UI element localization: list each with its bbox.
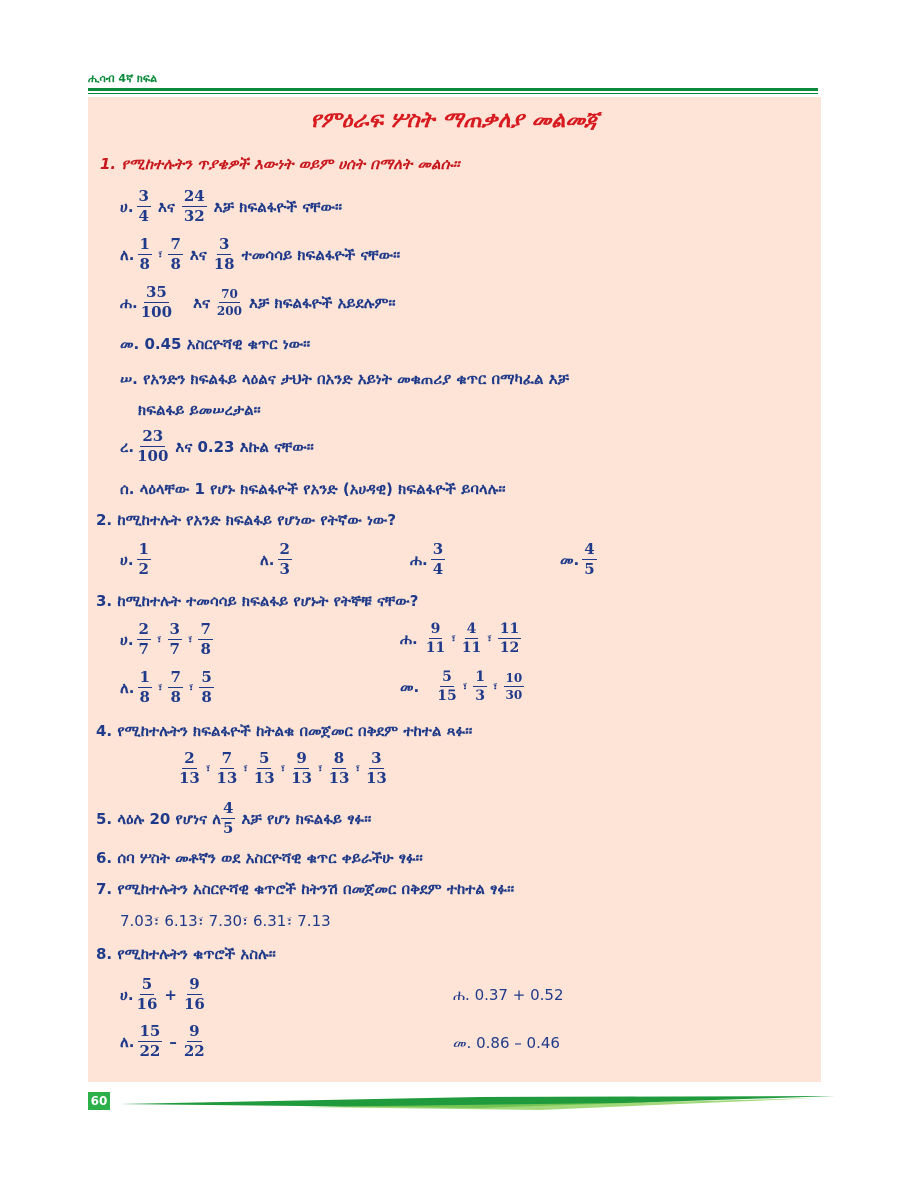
q3-option-a: [120, 622, 216, 657]
question-8-heading: 8. የሚከተሉትን ቁጥሮች አስሉ፡፡: [96, 945, 276, 963]
fraction: $\frac{3}{7}$: [169, 620, 180, 658]
fraction: $\frac{9}{22}$: [183, 1022, 205, 1060]
item-letter: መ.: [560, 550, 580, 569]
operator: –: [169, 1032, 177, 1051]
fraction: $\frac{1}{2}$: [138, 540, 149, 578]
item-letter: ለ.: [120, 678, 135, 697]
question-7-heading: 7. የሚከተሉትን አስርዮሻዊ ቁጥሮች ከትንሽ በመጀመር በቅደም ተከተል ፃፉ፡፡: [96, 880, 515, 898]
header-rule-thin: [88, 93, 818, 94]
q8-item-b: [120, 1024, 208, 1059]
separator: ፣: [451, 631, 456, 645]
separator: ፣: [280, 761, 286, 775]
fraction: $\frac{7}{8}$: [170, 668, 181, 706]
q1-item-f: [120, 429, 318, 464]
fraction: $\frac{9}{16}$: [184, 975, 205, 1013]
fraction: $\frac{7}{8}$: [200, 620, 211, 658]
fraction: $\frac{1}{3}$: [475, 669, 486, 704]
fraction: $\frac{5}{13}$: [253, 749, 275, 787]
item-letter: ለ.: [120, 245, 135, 264]
item-letter: ሐ.: [400, 629, 418, 648]
fraction: $\frac{2}{7}$: [138, 620, 149, 658]
fraction: $\frac{9}{13}$: [291, 749, 313, 787]
separator: ፣: [187, 632, 193, 646]
fraction: $\frac{5}{15}$: [437, 669, 457, 704]
separator: ፣: [318, 761, 323, 775]
fraction: $\frac{15}{22}$: [139, 1022, 161, 1060]
fraction: $\frac{5}{16}$: [136, 975, 158, 1013]
q3-option-d: [400, 670, 527, 703]
fraction: $\frac{3}{4}$: [432, 540, 444, 578]
q2-option-d: [560, 542, 600, 577]
question-3-heading: 3. ከሚከተሉት ተመሳሳይ ክፍልፋይ የሆኑት የትኞቹ ናቸው?: [96, 592, 419, 610]
q3-option-b: [120, 670, 217, 705]
fraction: $\frac{23}{100}$: [137, 427, 169, 465]
conjunction: እና: [157, 197, 175, 216]
header-label: ሒሳብ 4ኛ ክፍል: [88, 72, 158, 85]
item-text: እቻ ክፍልፋዮች ናቸው፡፡: [213, 197, 343, 216]
separator: ፣: [493, 679, 498, 693]
fraction: $\frac{4}{5}$: [223, 799, 234, 837]
separator: ፣: [157, 680, 163, 694]
fraction: $\frac{1}{8}$: [139, 235, 150, 273]
fraction: $\frac{3}{4}$: [138, 187, 149, 225]
footer-swoosh: [120, 1094, 840, 1114]
fraction: $\frac{3}{18}$: [213, 235, 235, 273]
q3-option-c: [400, 622, 524, 655]
q2-option-a: [120, 542, 154, 577]
question-text: እቻ የሆነ ክፍልፋይ ፃፉ፡፡: [241, 809, 372, 828]
item-letter: ሐ.: [410, 550, 428, 569]
separator: ፣: [355, 761, 360, 775]
item-text: እና 0.23 እኩል ናቸው፡፡: [175, 437, 314, 456]
q8-item-a: [120, 977, 208, 1012]
item-letter: ሀ.: [120, 630, 134, 649]
fraction: $\frac{11}{12}$: [499, 621, 520, 656]
separator: ፣: [205, 761, 211, 775]
item-letter: መ.: [400, 677, 420, 696]
q1-item-c: [120, 285, 400, 320]
fraction: $\frac{24}{32}$: [183, 187, 205, 225]
separator: ፣: [156, 632, 162, 646]
q1-item-g: ሰ. ላዕላቸው 1 የሆኑ ክፍልፋዮች የአንድ (አሀዳዊ) ክፍልፋዮች ይባላሉ፡፡: [120, 480, 506, 498]
q1-item-e-line2: ክፍልፋይ ይመሠረታል፡፡: [138, 401, 261, 419]
item-letter: ሀ.: [120, 197, 134, 216]
fraction: $\frac{8}{13}$: [328, 749, 350, 787]
q7-values: 7.03፣ 6.13፣ 7.30፣ 6.31፣ 7.13: [120, 912, 331, 930]
item-letter: ለ.: [120, 1032, 135, 1051]
item-letter: ረ.: [120, 437, 135, 456]
item-text: ተመሳሳይ ክፍልፋዮች ናቸው፡፡: [241, 245, 401, 264]
conjunction: እና: [193, 293, 210, 312]
fraction: $\frac{10}{30}$: [505, 671, 523, 702]
fraction: $\frac{7}{8}$: [170, 235, 181, 273]
question-text: 5. ላዕሉ 20 የሆነና ለ: [96, 809, 222, 828]
separator: ፣: [243, 761, 248, 775]
question-5: [96, 801, 375, 836]
separator: ፣: [462, 679, 468, 693]
operator: +: [164, 985, 177, 1004]
fraction: $\frac{2}{3}$: [279, 540, 290, 578]
q1-item-d: መ. 0.45 አስርዮሻዊ ቁጥር ነው፡፡: [120, 335, 311, 353]
page-number: 60: [88, 1092, 110, 1110]
fraction: $\frac{4}{5}$: [584, 540, 595, 578]
q2-option-b: [260, 542, 295, 577]
fraction: $\frac{9}{11}$: [425, 621, 446, 656]
item-text: እቻ ክፍልፋዮች አይደሉም፡፡: [248, 293, 396, 312]
item-letter: ለ.: [260, 550, 275, 569]
q8-item-d: መ. 0.86 – 0.46: [453, 1034, 560, 1052]
question-4-heading: 4. የሚከተሉትን ክፍልፋዮች ከትልቁ በመጀመር በቅደም ተከተል ጻፉ፡፡: [96, 722, 473, 740]
fraction: $\frac{5}{8}$: [201, 668, 212, 706]
separator: ፣: [188, 680, 194, 694]
q8-item-c: ሐ. 0.37 + 0.52: [453, 986, 564, 1004]
q4-fraction-list: [176, 751, 390, 786]
header-rule: [88, 88, 818, 91]
item-letter: ሀ.: [120, 550, 134, 569]
q2-option-c: [410, 542, 448, 577]
fraction: $\frac{1}{8}$: [139, 668, 150, 706]
page-title: የምዕራፍ ሦስት ማጠቃለያ መልመጃ: [310, 107, 599, 133]
fraction: $\frac{4}{11}$: [461, 621, 482, 656]
question-1-heading: 1. የሚከተሉትን ጥያቄዎች እውነት ወይም ሀሰት በማለት መልሱ፡፡: [100, 155, 460, 173]
item-letter: ሀ.: [120, 985, 134, 1004]
separator: ፣: [157, 247, 163, 261]
fraction: $\frac{3}{13}$: [365, 749, 387, 787]
conjunction: እና: [189, 245, 207, 264]
q1-item-b: [120, 237, 404, 272]
fraction: $\frac{2}{13}$: [179, 749, 200, 787]
q1-item-e-line1: ሠ. የአንድን ክፍልፋይ ላዕልና ታህት በአንድ አይነት መቁጠሪያ ቁጥር በማካፈል እቻ: [120, 370, 570, 388]
separator: ፣: [487, 631, 492, 645]
fraction: $\frac{70}{200}$: [216, 287, 242, 318]
q1-item-a: [120, 189, 346, 224]
exercise-panel: [88, 97, 821, 1082]
item-letter: ሐ.: [120, 293, 138, 312]
question-6-heading: 6. ሰባ ሦስት መቶኛን ወደ አስርዮሻዊ ቁጥር ቀይራችሁ ፃፉ፡፡: [96, 849, 423, 867]
question-2-heading: 2. ከሚከተሉት የአንድ ክፍልፋይ የሆነው የትኛው ነው?: [96, 511, 397, 529]
fraction: $\frac{7}{13}$: [216, 749, 238, 787]
fraction: $\frac{35}{100}$: [140, 283, 173, 321]
